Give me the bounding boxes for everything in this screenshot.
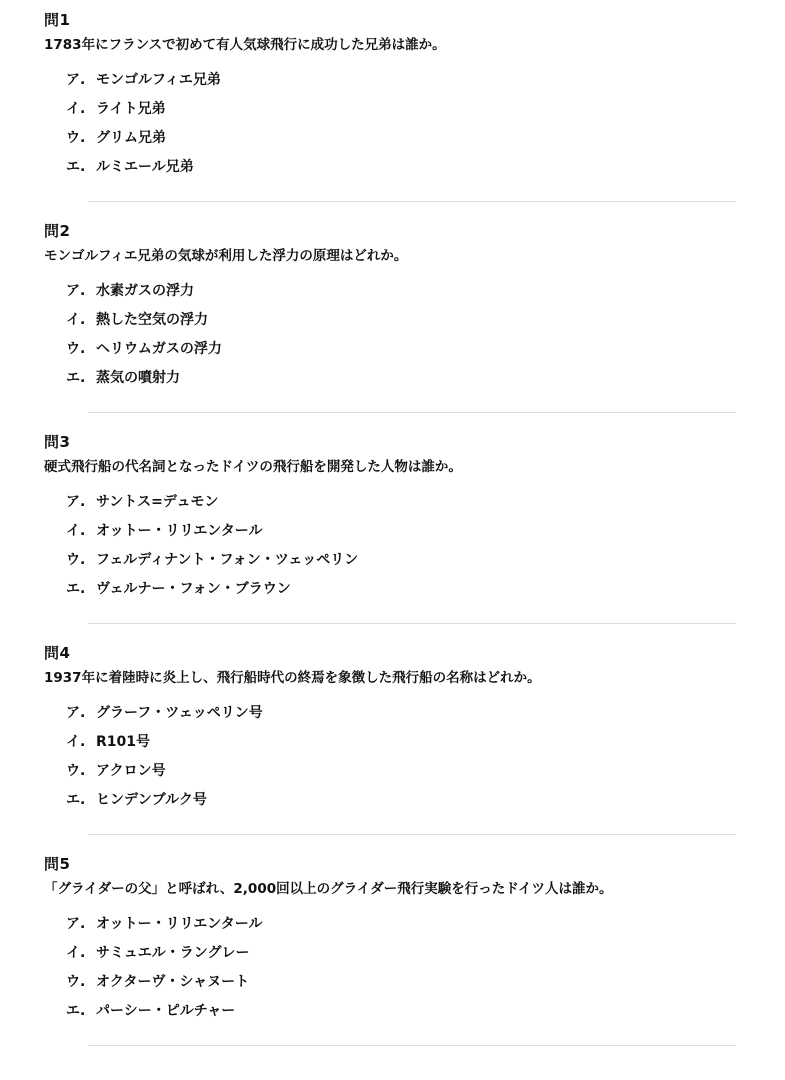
question-number: 問3 (44, 433, 71, 451)
divider (88, 412, 736, 413)
choice-marker: エ. (66, 792, 86, 808)
choice-label: サントス=デュモン (96, 494, 219, 510)
divider (88, 201, 736, 202)
choice-marker: ウ. (66, 130, 86, 146)
choice-marker: ウ. (66, 974, 86, 990)
choice-list (66, 70, 221, 186)
choice-item (66, 99, 221, 128)
choice-marker: ア. (66, 72, 86, 88)
choice-item (66, 492, 358, 521)
choice-item (66, 972, 262, 1001)
choice-marker: イ. (66, 945, 86, 961)
divider (88, 1045, 736, 1046)
choice-item (66, 732, 263, 761)
choice-marker: イ. (66, 734, 86, 750)
choice-item (66, 128, 221, 157)
choice-label: アクロン号 (96, 763, 166, 779)
divider (88, 834, 736, 835)
choice-label: 水素ガスの浮力 (96, 283, 194, 299)
choice-label: グリム兄弟 (96, 130, 166, 146)
choice-item (66, 761, 263, 790)
question-3 (0, 422, 785, 633)
divider (88, 623, 736, 624)
choice-label: オットー・リリエンタール (96, 916, 263, 932)
choice-marker: ア. (66, 283, 86, 299)
choice-marker: ア. (66, 916, 86, 932)
choice-marker: イ. (66, 101, 86, 117)
question-number: 問1 (44, 11, 71, 29)
question-text: モンゴルフィエ兄弟の気球が利用した浮力の原理はどれか。 (44, 248, 408, 264)
choice-marker: ア. (66, 494, 86, 510)
question-4 (0, 633, 785, 844)
choice-marker: エ. (66, 581, 86, 597)
choice-label: オクターヴ・シャヌート (96, 974, 250, 990)
choice-marker: ウ. (66, 763, 86, 779)
choice-label: グラーフ・ツェッペリン号 (96, 705, 263, 721)
question-1 (0, 0, 785, 211)
choice-label: ヘリウムガスの浮力 (96, 341, 222, 357)
choice-label: フェルディナント・フォン・ツェッペリン (96, 552, 359, 568)
question-text: 1783年にフランスで初めて有人気球飛行に成功した兄弟は誰か。 (44, 37, 446, 53)
choice-label: ルミエール兄弟 (96, 159, 194, 175)
choice-marker: ア. (66, 705, 86, 721)
question-5 (0, 844, 785, 1055)
question-number: 問5 (44, 855, 71, 873)
choice-marker: エ. (66, 1003, 86, 1019)
choice-marker: ウ. (66, 552, 86, 568)
choice-label: サミュエル・ラングレー (96, 945, 250, 961)
question-text: 1937年に着陸時に炎上し、飛行船時代の終焉を象徴した飛行船の名称はどれか。 (44, 670, 541, 686)
choice-marker: イ. (66, 312, 86, 328)
choice-item (66, 914, 262, 943)
choice-label: オットー・リリエンタール (96, 523, 263, 539)
choice-list (66, 703, 263, 819)
choice-label: 熱した空気の浮力 (96, 312, 208, 328)
choice-item (66, 368, 222, 397)
choice-list (66, 492, 358, 608)
choice-label: ヒンデンブルク号 (96, 792, 207, 808)
choice-item (66, 521, 358, 550)
choice-marker: エ. (66, 370, 86, 386)
choice-item (66, 703, 263, 732)
choice-item (66, 281, 222, 310)
question-2 (0, 211, 785, 422)
choice-marker: エ. (66, 159, 86, 175)
choice-label: R101号 (96, 734, 151, 750)
choice-item (66, 579, 358, 608)
choice-item (66, 1001, 262, 1030)
choice-item (66, 790, 263, 819)
choice-label: ヴェルナー・フォン・ブラウン (96, 581, 291, 597)
choice-item (66, 157, 221, 186)
choice-item (66, 339, 222, 368)
question-text: 硬式飛行船の代名詞となったドイツの飛行船を開発した人物は誰か。 (44, 459, 462, 475)
choice-list (66, 914, 262, 1030)
question-text: 「グライダーの父」と呼ばれ、2,000回以上のグライダー飛行実験を行ったドイツ人は誰か。 (44, 881, 613, 897)
choice-marker: ウ. (66, 341, 86, 357)
choice-item (66, 943, 262, 972)
choice-marker: イ. (66, 523, 86, 539)
question-number: 問4 (44, 644, 71, 662)
choice-label: ライト兄弟 (96, 101, 166, 117)
choice-item (66, 310, 222, 339)
choice-list (66, 281, 222, 397)
choice-item (66, 550, 358, 579)
choice-label: モンゴルフィエ兄弟 (96, 72, 221, 88)
choice-label: パーシー・ピルチャー (96, 1003, 236, 1019)
choice-item (66, 70, 221, 99)
choice-label: 蒸気の噴射力 (96, 370, 180, 386)
question-number: 問2 (44, 222, 71, 240)
